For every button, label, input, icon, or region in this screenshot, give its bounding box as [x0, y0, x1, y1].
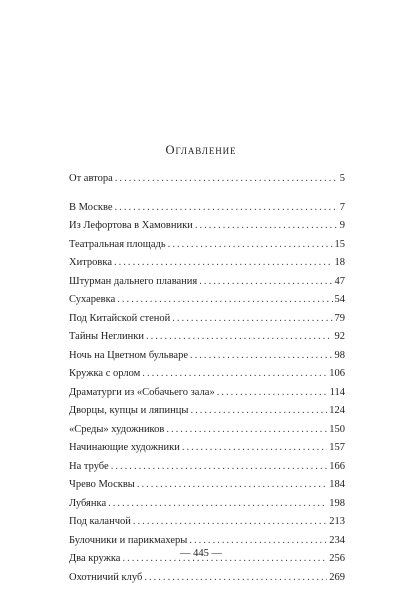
- toc-entry-title: Начинающие художники: [69, 442, 180, 453]
- toc-entry: [69, 217, 345, 236]
- toc-entry-title: Хитровка: [69, 257, 112, 268]
- toc-entry: [69, 495, 345, 514]
- dot-leader: [133, 513, 327, 532]
- toc-entry-page: 79: [334, 312, 345, 324]
- dot-leader: [137, 476, 327, 495]
- toc-entry: [69, 513, 345, 532]
- dot-leader: [117, 291, 332, 310]
- table-of-contents: [69, 170, 345, 587]
- dot-leader: [166, 421, 327, 440]
- toc-entry-page: 106: [329, 368, 345, 379]
- dot-leader: [111, 458, 328, 477]
- toc-entry-page: 213: [329, 516, 345, 527]
- dot-leader: [142, 365, 327, 384]
- toc-entry-title: Ночь на Цветном бульваре: [69, 349, 188, 361]
- toc-entry-page: 5: [339, 173, 345, 184]
- toc-entry-title: От автора: [69, 173, 113, 184]
- toc-entry-title: Булочники и парикмахеры: [69, 534, 188, 546]
- toc-entry-title: Штурман дальнего плавания: [69, 275, 198, 287]
- toc-entry-page: 184: [329, 479, 345, 490]
- toc-entry-title: Кружка с орлом: [69, 368, 141, 379]
- toc-entry-title: Сухаревка: [69, 294, 116, 305]
- toc-entry-title: Драматурги из «Собачьего зала»: [69, 386, 215, 398]
- toc-entry: [69, 347, 345, 366]
- dot-leader: [146, 328, 333, 347]
- toc-entry-title: На трубе: [69, 460, 109, 472]
- toc-entry: [69, 199, 345, 218]
- toc-entry: [69, 384, 345, 403]
- toc-entry-title: Театральная площадь: [69, 238, 166, 250]
- page-number: — 445 —: [180, 548, 222, 559]
- toc-entry-page: 150: [329, 423, 345, 435]
- toc-entry: [69, 236, 345, 255]
- toc-entry: [69, 328, 345, 347]
- toc-entry-page: 124: [329, 405, 345, 416]
- toc-entry-title: «Среды» художников: [69, 423, 165, 435]
- toc-entry: [69, 291, 345, 310]
- toc-entry: [69, 421, 345, 440]
- toc-entry-page: 166: [329, 460, 345, 472]
- toc-entry: [69, 273, 345, 292]
- toc-entry-page: 7: [339, 201, 345, 213]
- toc-entry: [69, 569, 345, 588]
- toc-entry-title: Тайны Неглинки: [69, 331, 144, 342]
- toc-entry-page: 18: [334, 257, 345, 268]
- toc-entry: [69, 476, 345, 495]
- toc-entry-page: 269: [329, 571, 345, 583]
- toc-entry: [69, 439, 345, 458]
- dot-leader: [168, 236, 333, 255]
- toc-entry: [69, 458, 345, 477]
- toc-entry-page: 54: [334, 294, 345, 305]
- toc-entry-page: 15: [334, 238, 345, 250]
- dot-leader: [114, 254, 333, 273]
- toc-entry-page: 92: [334, 331, 345, 342]
- dot-leader: [195, 217, 338, 236]
- toc-entry-title: Из Лефортова в Хамовники: [69, 220, 193, 231]
- toc-entry: [69, 310, 345, 329]
- toc-entry-title: Лубянка: [69, 497, 107, 509]
- toc-entry-title: В Москве: [69, 201, 113, 213]
- toc-entry-page: 234: [329, 534, 345, 546]
- dot-leader: [144, 569, 327, 588]
- toc-entry-page: 198: [329, 497, 345, 509]
- dot-leader: [115, 199, 338, 218]
- dot-leader: [115, 170, 338, 189]
- toc-entry: [69, 170, 345, 189]
- dot-leader: [190, 402, 327, 421]
- toc-entry: [69, 402, 345, 421]
- toc-entry-title: Под каланчой: [69, 516, 131, 527]
- dot-leader: [199, 273, 332, 292]
- toc-entry-title: Под Китайской стеной: [69, 312, 171, 324]
- toc-entry-title: Чрево Москвы: [69, 479, 135, 490]
- dot-leader: [182, 439, 327, 458]
- toc-entry-page: 114: [329, 386, 345, 398]
- toc-entry-page: 157: [329, 442, 345, 453]
- toc-entry: [69, 365, 345, 384]
- toc-entry-page: 98: [334, 349, 345, 361]
- dot-leader: [172, 310, 332, 329]
- dot-leader: [217, 384, 328, 403]
- toc-entry-page: 256: [329, 553, 345, 564]
- toc-entry-page: 47: [334, 275, 345, 287]
- toc-entry-title: Дворцы, купцы и ляпинцы: [69, 405, 189, 416]
- toc-title: Оглавление: [165, 143, 237, 157]
- dot-leader: [190, 347, 333, 366]
- dot-leader: [108, 495, 327, 514]
- toc-entry-page: 9: [339, 220, 345, 231]
- toc-entry-title: Два кружка: [69, 553, 121, 564]
- toc-entry-title: Охотничий клуб: [69, 571, 143, 583]
- toc-entry: [69, 254, 345, 273]
